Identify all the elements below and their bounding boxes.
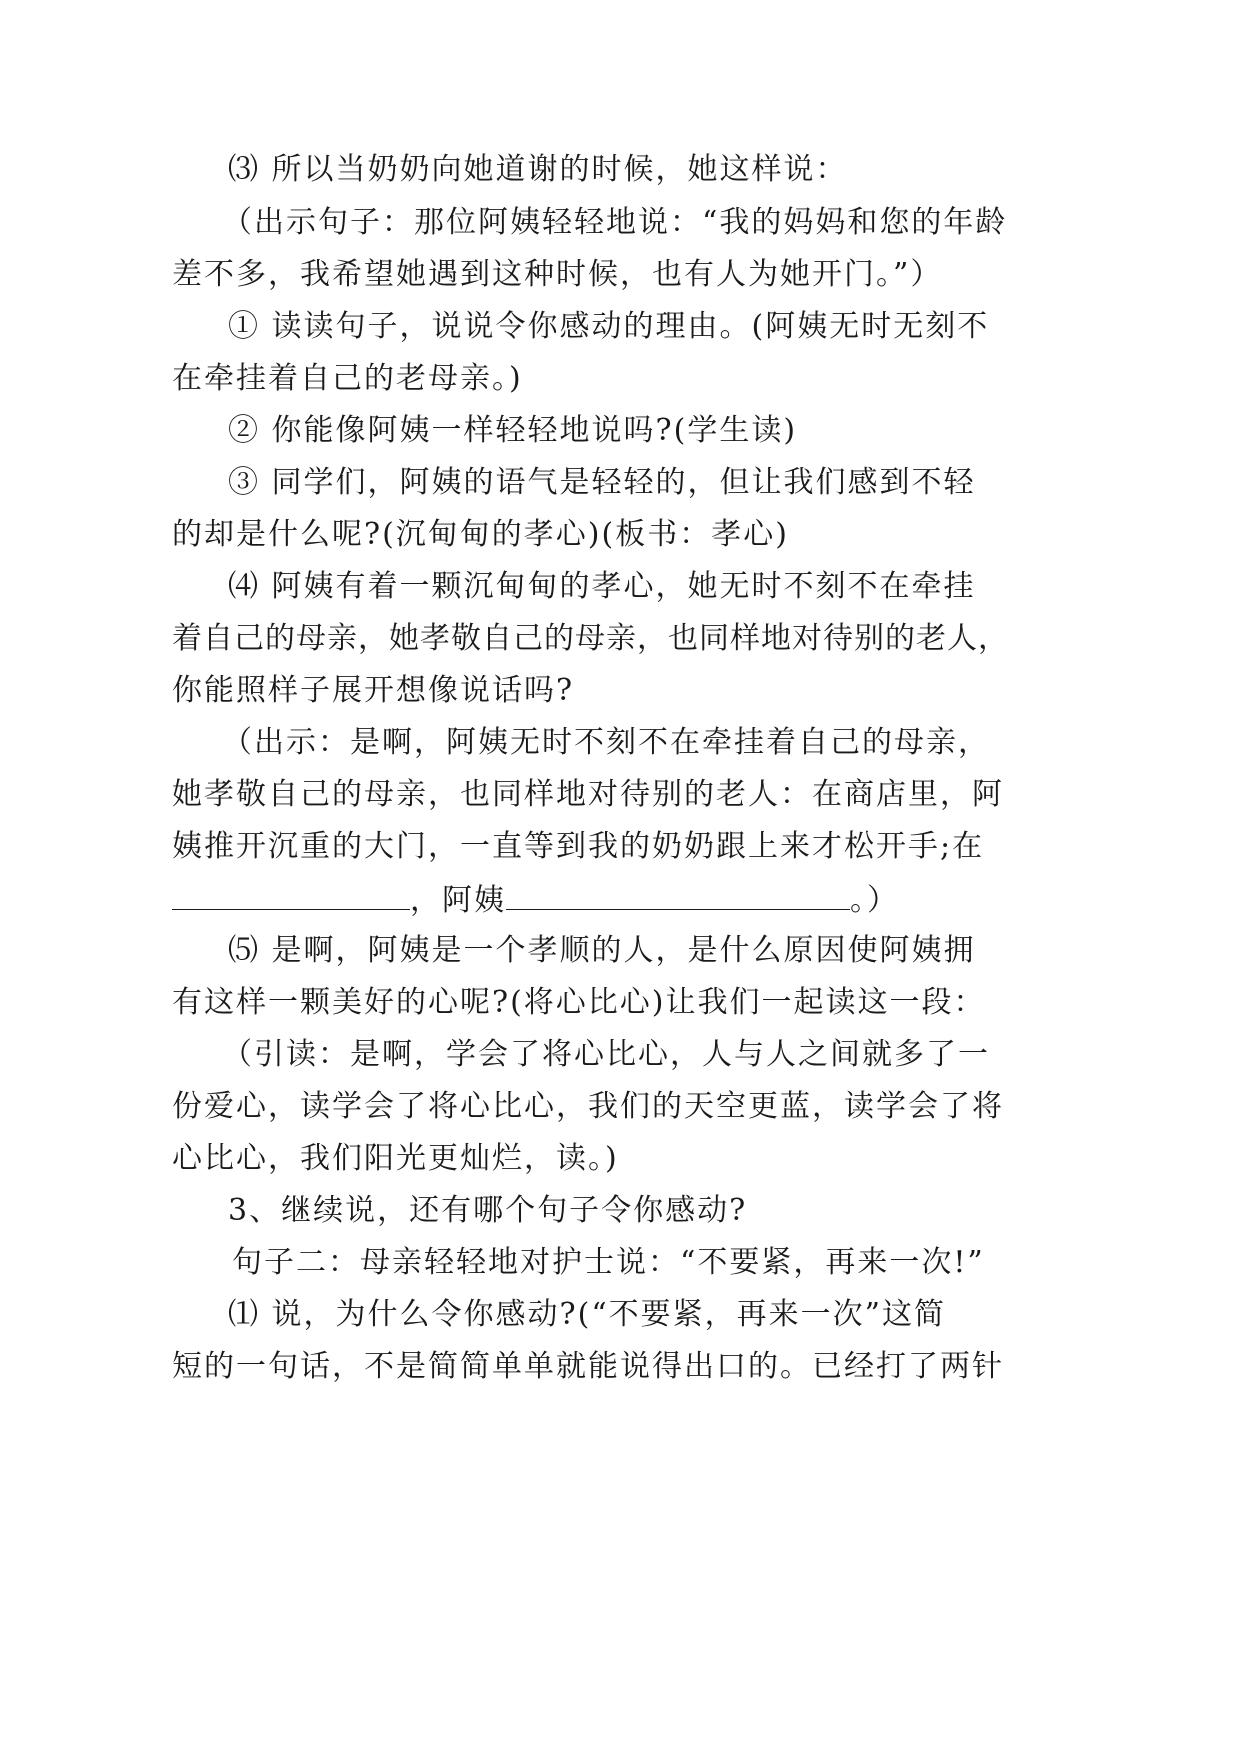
paragraph-line: （引读：是啊，学会了将心比心，人与人之间就多了一 bbox=[222, 1037, 990, 1072]
paragraph-line: ③ 同学们，阿姨的语气是轻轻的，但让我们感到不轻 bbox=[228, 465, 976, 500]
paragraph-line: 在牵挂着自己的老母亲。) bbox=[172, 361, 523, 396]
paragraph-line: 有这样一颗美好的心呢?(将心比心)让我们一起读这一段： bbox=[172, 985, 986, 1020]
fill-in-blank bbox=[172, 879, 410, 910]
fill-in-text: ，阿姨 bbox=[410, 883, 506, 918]
paragraph-line: 姨推开沉重的大门，一直等到我的奶奶跟上来才松开手;在 bbox=[172, 829, 985, 864]
paragraph-line: 她孝敬自己的母亲，也同样地对待别的老人：在商店里，阿 bbox=[172, 777, 1004, 812]
paragraph-line: ① 读读句子，说说令你感动的理由。(阿姨无时无刻不 bbox=[228, 309, 990, 344]
paragraph-line: 差不多，我希望她遇到这种时候，也有人为她开门。”） bbox=[172, 257, 943, 292]
paragraph-line: 3、继续说，还有哪个句子令你感动? bbox=[228, 1193, 748, 1228]
paragraph-line: ⑸ 是啊，阿姨是一个孝顺的人，是什么原因使阿姨拥 bbox=[228, 933, 976, 968]
fill-in-blank bbox=[506, 879, 850, 910]
paragraph-line: ⑷ 阿姨有着一颗沉甸甸的孝心，她无时不刻不在牵挂 bbox=[228, 569, 976, 604]
paragraph-line: 句子二：母亲轻轻地对护士说：“不要紧，再来一次!” bbox=[232, 1245, 985, 1280]
paragraph-line: 份爱心，读学会了将心比心，我们的天空更蓝，读学会了将 bbox=[172, 1089, 1004, 1124]
paragraph-line: ⑴ 说，为什么令你感动?(“不要紧，再来一次”这简 bbox=[228, 1297, 946, 1332]
paragraph-line: 短的一句话，不是简简单单就能说得出口的。已经打了两针 bbox=[172, 1349, 1004, 1384]
fill-in-text: 。） bbox=[850, 883, 899, 918]
fill-in-line bbox=[0, 879, 1241, 921]
paragraph-line: ② 你能像阿姨一样轻轻地说吗?(学生读) bbox=[228, 413, 798, 448]
paragraph-line: 的却是什么呢?(沉甸甸的孝心)(板书：孝心) bbox=[172, 517, 789, 552]
paragraph-line: 着自己的母亲，她孝敬自己的母亲，也同样地对待别的老人， bbox=[172, 621, 1009, 656]
paragraph-line: 心比心，我们阳光更灿烂，读。) bbox=[172, 1141, 619, 1176]
paragraph-line: （出示句子：那位阿姨轻轻地说：“我的妈妈和您的年龄 bbox=[222, 205, 1008, 240]
paragraph-line: 你能照样子展开想像说话吗? bbox=[172, 673, 575, 708]
paragraph-line: ⑶ 所以当奶奶向她道谢的时候，她这样说： bbox=[228, 152, 848, 187]
paragraph-line: （出示：是啊，阿姨无时不刻不在牵挂着自己的母亲， bbox=[222, 725, 990, 760]
